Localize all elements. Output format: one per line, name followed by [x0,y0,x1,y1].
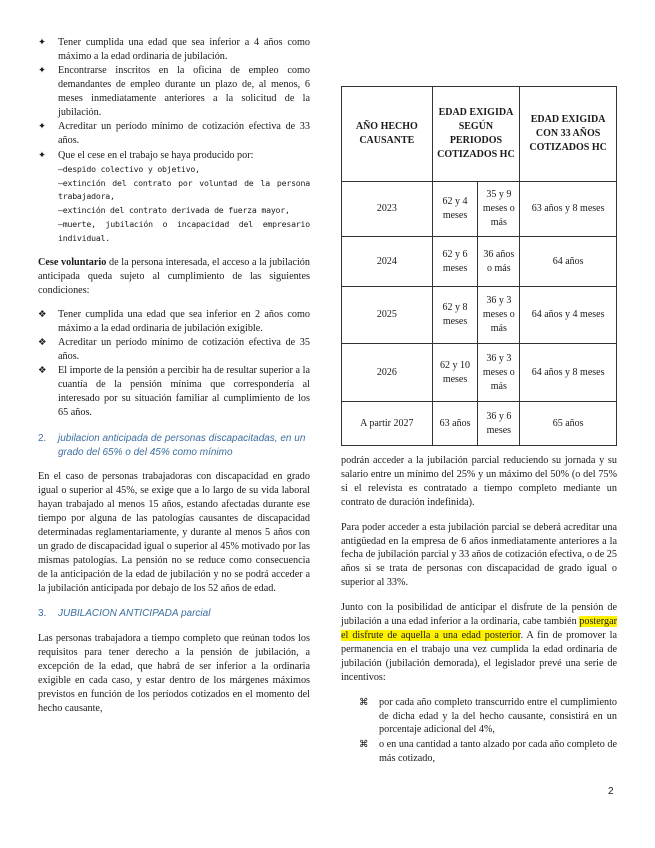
table-row: 2023 62 y 4 meses 35 y 9 meses o más 63 años y 8 meses [342,182,617,237]
list-item: ⌘ o en una cantidad a tanto alzado por cada año completo de más cotizado, [359,738,617,764]
x-bullet-icon: ⌘ [359,738,369,750]
incentives-list [341,696,617,766]
cross-bullet-icon: ✦ [38,149,46,161]
list-item: ❖ El importe de la pensión a percibir ha de resultar superior a la cuantía de la pensión mínima que correspondería al interesado por su situación familiar al cumplimiento de los 65 años. [38,365,310,419]
voluntary-paragraph: Cese voluntario de la persona interesada, el acceso a la jubilación anticipada queda sujeto al cumplimiento de las siguientes condiciones: [38,257,310,296]
table-header-row [342,87,617,182]
list-item: ❖ Tener cumplida una edad que sea inferior en 2 años como máximo a la edad ordinaria de jubilación exigible. [38,308,310,334]
requirements-list [38,36,310,246]
diamond-bullet-icon: ❖ [38,308,47,320]
header-age-by-periods: EDAD EXIGIDA SEGÚN PERIODOS COTIZADOS HC [432,87,520,182]
diamond-bullet-icon: ❖ [38,365,47,377]
cause-line: —extinción del contrato derivada de fuerza mayor, [58,205,290,216]
deferred-retirement-paragraph: Junto con la posibilidad de anticipar el disfrute de la pensión de jubilación a una edad inferior a la ordinaria, cabe también postergar el disfrute de aquella a una edad posterior. A fin de promover la permanencia en el trabajo una vez cumplida la edad ordinaria de jubilación (jubilación demorada), el legislador prevé una serie de incentivos: [341,602,617,683]
list-item: ❖ Acreditar un período mínimo de cotización efectiva de 35 años. [38,337,310,363]
table-row: A partir 2027 63 años 36 y 6 meses 65 años [342,402,617,446]
partial-reduction-paragraph: podrán acceder a la jubilación parcial reduciendo su jornada y su salario entre un mínimo del 25% y un máximo del 50% (o del 75% si el relevista es contratado a tiempo completo mediante un contrato de duración indefinida). [341,455,617,508]
partial-retirement-paragraph: Las personas trabajadora a tiempo completo que reúnan todos los requisitos para tener derecho a la pensión de jubilación, a excepción de la edad, que habrá de ser inferior a la ordinaria exigible en cada caso, y estar dentro de los márgenes máximos previstos en función de los períodos cotizados en el momento del hecho causante, [38,633,310,714]
list-item: ✦ Que el cese en el trabajo se haya producido por: —despido colectivo y objetivo, —extinción del contrato por voluntad de la persona trabajadora, —extinción del contrato derivada de fuerza mayor, —muerte, jubilación o incapacidad del empresario individual. [38,149,310,246]
x-bullet-icon: ⌘ [359,696,369,708]
voluntary-conditions-list [38,308,310,420]
cause-line: —despido colectivo y objetivo, [58,163,200,174]
retirement-age-table [341,86,617,446]
cross-bullet-icon: ✦ [38,37,46,48]
diamond-bullet-icon: ❖ [38,337,47,349]
highlighted-text: postergar el disfrute de aquella a una edad posterior [341,616,617,641]
right-column [341,86,617,766]
header-age-33: EDAD EXIGIDA CON 33 AÑOS COTIZADOS HC [520,87,617,182]
table-row: 2024 62 y 6 meses 36 años o más 64 años [342,237,617,287]
cause-line: —muerte, jubilación o incapacidad del empresario individual. [58,219,310,244]
cross-bullet-icon: ✦ [38,65,46,77]
cause-line: —extinción del contrato por voluntad de la persona trabajadora, [58,177,310,202]
table-row: 2025 62 y 8 meses 36 y 3 meses o más 64 años y 4 meses [342,287,617,344]
section-heading-3: 3. JUBILACION ANTICIPADA parcial [38,608,211,620]
disability-paragraph: En el caso de personas trabajadoras con discapacidad en grado igual o superior al 45%, se exige que a lo largo de su vida laboral hayan trabajado al menos 15 años, estando afectadas durante ese tiempo por alguna de las patologías causantes de discapacidad determinadas reglamentariamente, y durante al menos 5 años con un grado de discapacidad igual o superior al 45% motivado por las mismas patologías. La pensión no se reduce como consecuencia de la anticipación de la edad de jubilación y no se podrá acceder a la jubilación anticipada por debajo de los 52 años de edad. [38,471,310,594]
left-column [38,36,310,715]
table-row: 2026 62 y 10 meses 36 y 3 meses o más 64 años y 8 meses [342,344,617,402]
seniority-paragraph: Para poder acceder a esta jubilación parcial se deberá acreditar una antigüedad en la empresa de 6 años inmediatamente anteriores a la fecha de jubilación parcial y 33 años de cotización efectiva, o de 25 años si se trata de personas con discapacidad de grado igual o superior al 33%. [341,521,617,589]
list-item: ✦ Encontrarse inscritos en la oficina de empleo como demandantes de empleo durante un plazo de, al menos, 6 meses inmediatamente anteriores a la solicitud de la jubilación. [38,65,310,119]
section-heading-2: 2. jubilacion anticipada de personas discapacitadas, en un grado del 65% o del 45% como mínimo [38,433,306,458]
list-item: ✦ Tener cumplida una edad que sea inferior a 4 años como máximo a la edad ordinaria de jubilación. [38,37,310,62]
list-item: ✦ Acreditar un período mínimo de cotización efectiva de 33 años. [38,121,310,147]
page-number: 2 [608,786,614,797]
cross-bullet-icon: ✦ [38,121,46,133]
header-year: AÑO HECHO CAUSANTE [342,87,433,182]
list-item: ⌘ por cada año completo transcurrido entre el cumplimiento de dicha edad y la del hecho causante, consistirá en un porcentaje adicional del 4%, [359,696,617,736]
